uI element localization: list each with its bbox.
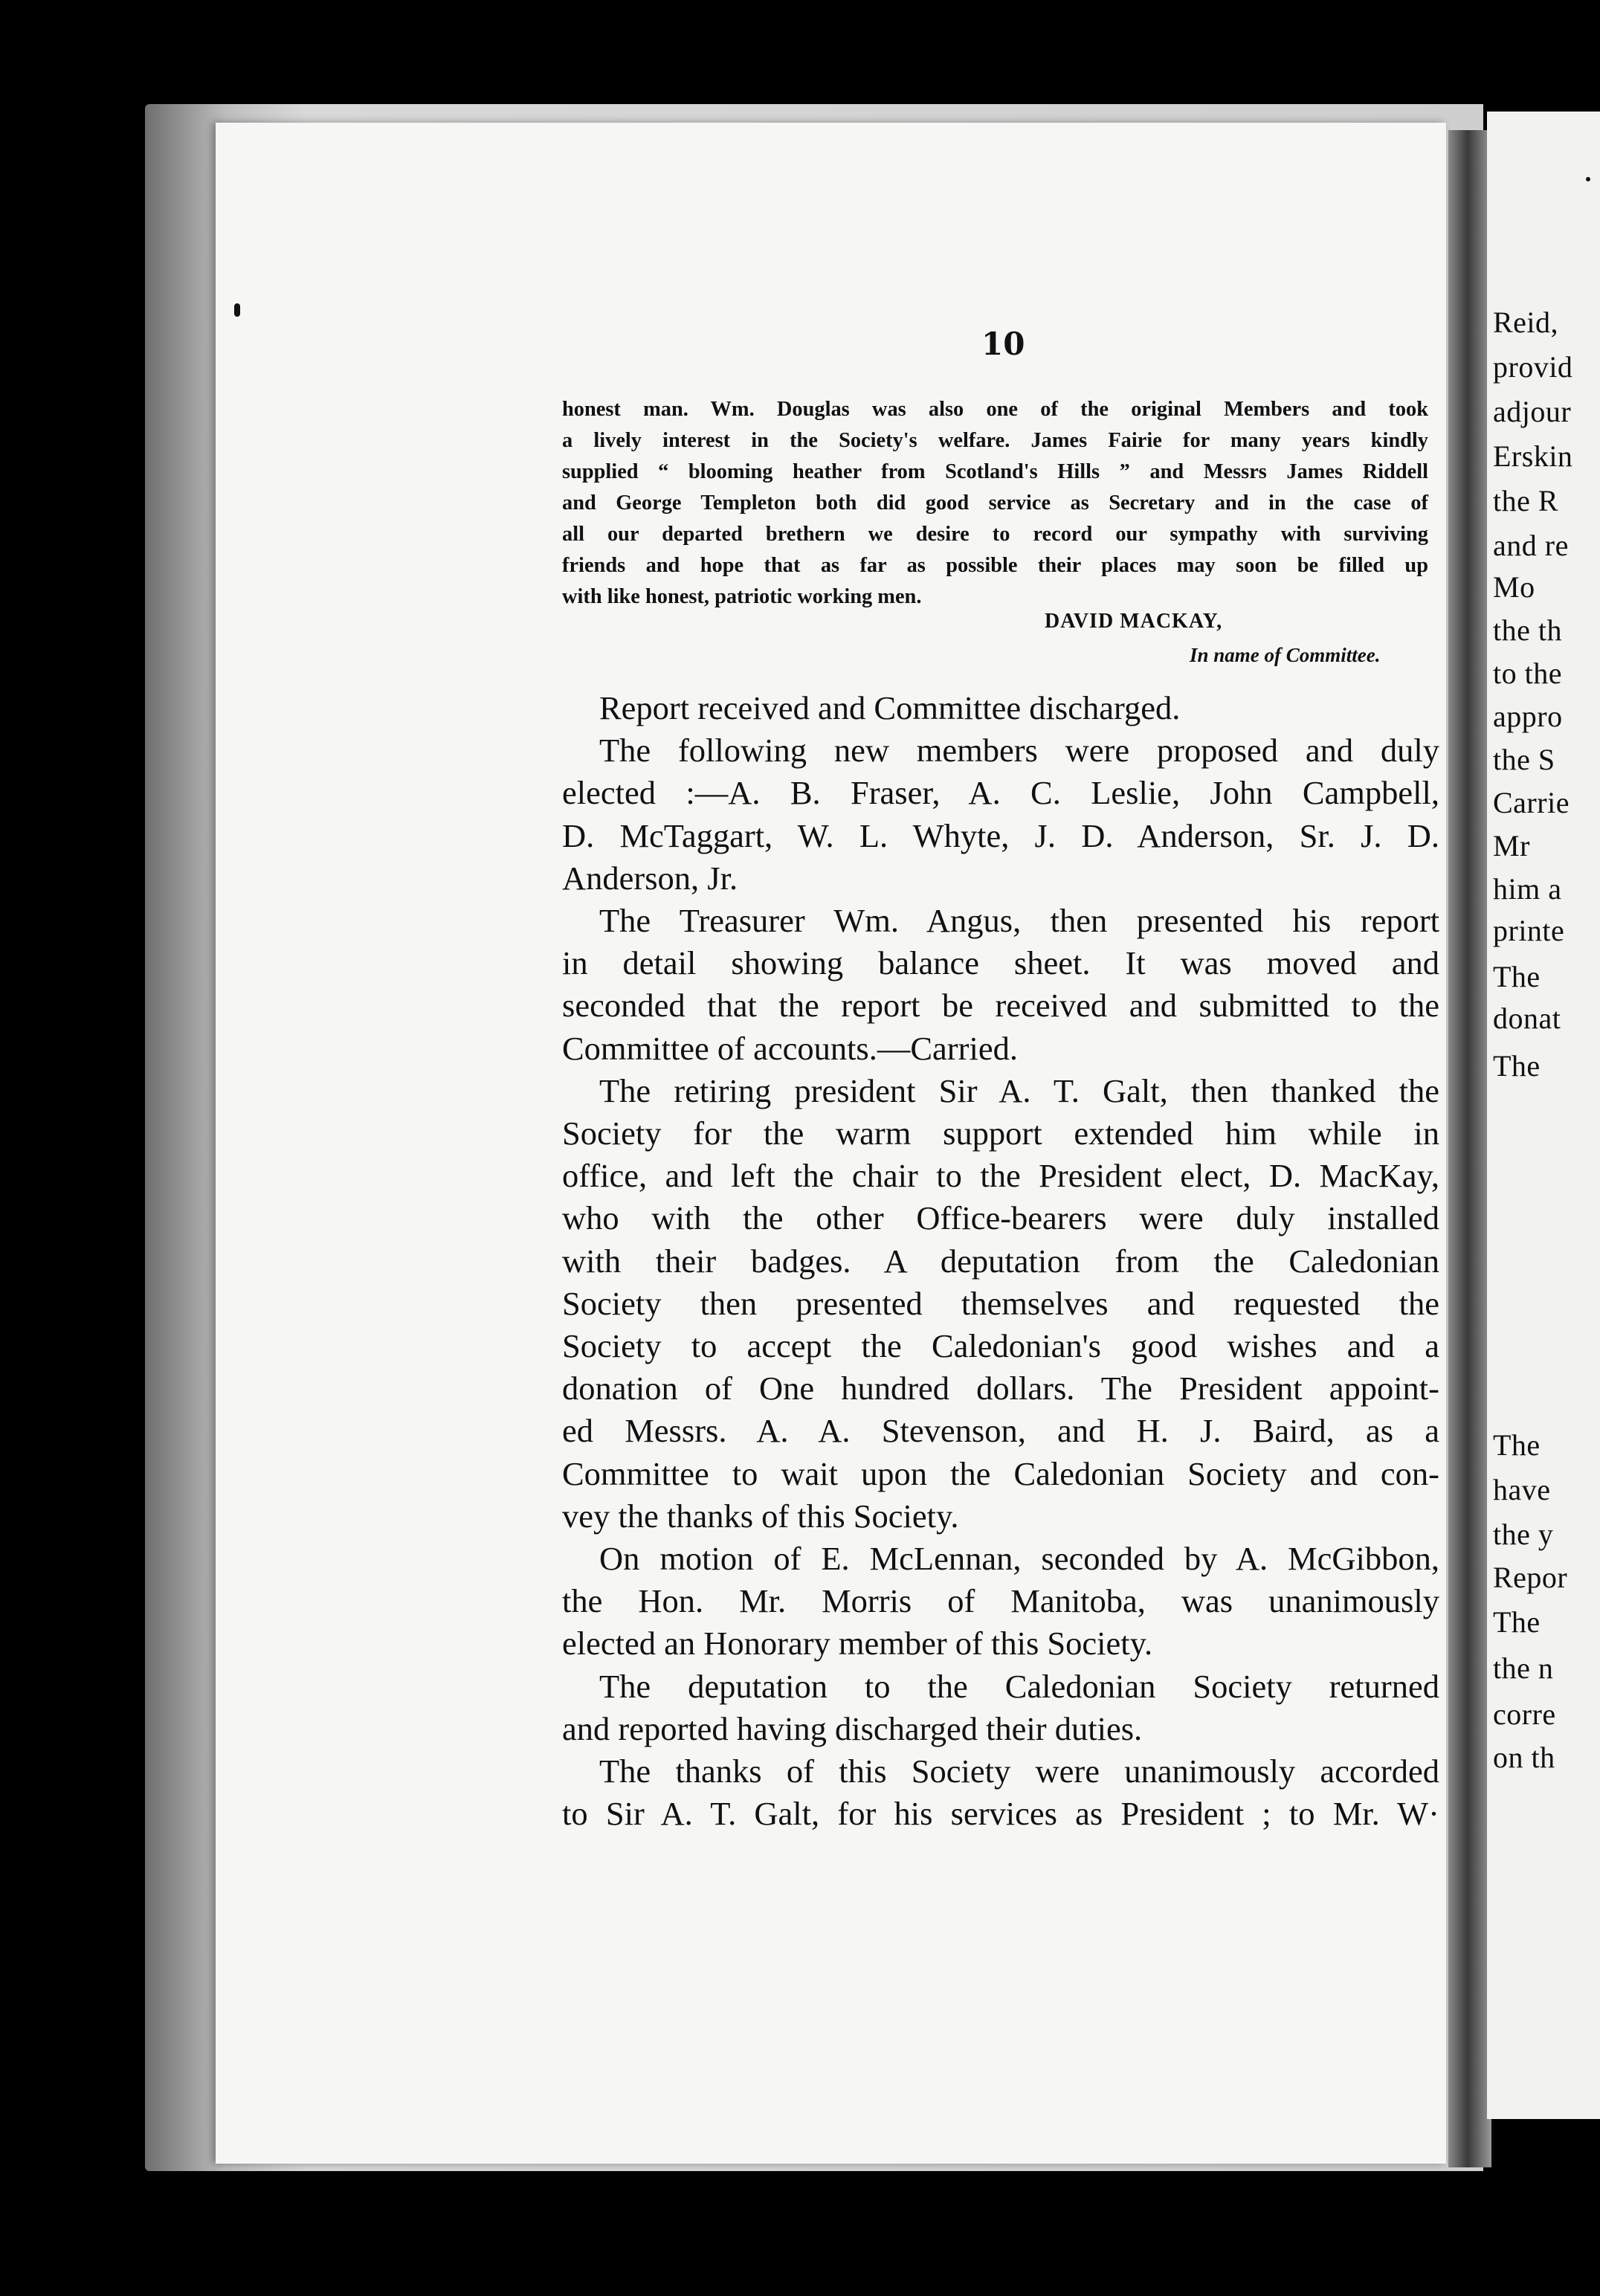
report-line: honest man. Wm. Douglas was also one of the original Members and took <box>562 398 1428 421</box>
facing-page-fragment: him a <box>1493 872 1562 906</box>
signature-role: In name of Committee. <box>1190 644 1381 666</box>
minutes-line: Committee of accounts.—Carried. <box>562 1029 1018 1067</box>
facing-page-fragment: Erskin <box>1493 439 1573 473</box>
facing-page-fragment: the th <box>1493 613 1562 647</box>
facing-page-fragment: donat <box>1493 1002 1561 1035</box>
minutes-line: On motion of E. McLennan, seconded by A. McGibbon, <box>599 1540 1439 1578</box>
report-line: and George Templeton both did good service as Secretary and in the case of <box>562 491 1428 515</box>
facing-page-fragment: provid <box>1493 350 1573 384</box>
minutes-line: The following new members were proposed and duly <box>599 732 1439 770</box>
facing-page-fragment: to the <box>1493 657 1562 690</box>
ink-dot <box>1586 177 1590 181</box>
minutes-line: to Sir A. T. Galt, for his services as President ; to Mr. W· <box>562 1795 1439 1833</box>
facing-page-fragment: The <box>1493 1605 1541 1639</box>
report-line: all our departed brethern we desire to record our sympathy with surviving <box>562 523 1428 546</box>
facing-page-fragment: The <box>1493 960 1541 993</box>
facing-page-fragment: corre <box>1493 1697 1556 1731</box>
facing-page-fragment: the n <box>1493 1651 1554 1685</box>
ink-mark <box>234 303 240 317</box>
minutes-line: Society to accept the Caledonian's good wishes and a <box>562 1327 1439 1365</box>
minutes-line: The retiring president Sir A. T. Galt, then thanked the <box>599 1071 1439 1109</box>
facing-page-fragment: printe <box>1493 914 1565 947</box>
facing-page-fragment: Carrie <box>1493 786 1570 819</box>
facing-page-fragment: adjour <box>1493 395 1572 428</box>
facing-page-fragment: Mo <box>1493 570 1535 604</box>
facing-page-fragment: on th <box>1493 1741 1555 1774</box>
book-gutter <box>1448 130 1491 2167</box>
minutes-line: The thanks of this Society were unanimously accorded <box>599 1752 1439 1790</box>
facing-page-fragment: and re <box>1493 529 1569 562</box>
minutes-line: D. McTaggart, W. L. Whyte, J. D. Anderson, Sr. J. D. <box>562 816 1439 854</box>
minutes-line: The Treasurer Wm. Angus, then presented his report <box>599 902 1439 940</box>
minutes-line: Society then presented themselves and requested the <box>562 1284 1439 1322</box>
facing-page-fragment: Reid, <box>1493 306 1559 339</box>
report-line: a lively interest in the Society's welfare. James Fairie for many years kindly <box>562 429 1428 452</box>
report-line: with like honest, patriotic working men. <box>562 585 922 608</box>
facing-page-fragment: The <box>1493 1428 1541 1462</box>
facing-page-fragment: have <box>1493 1473 1551 1506</box>
facing-page-fragment: Mr <box>1493 829 1530 862</box>
minutes-line: with their badges. A deputation from the Caledonian <box>562 1242 1439 1280</box>
facing-page-fragment: the y <box>1493 1518 1554 1551</box>
facing-page-fragment: the R <box>1493 484 1559 517</box>
minutes-line: Anderson, Jr. <box>562 859 738 897</box>
facing-page-fragment: the S <box>1493 743 1555 776</box>
minutes-line: elected an Honorary member of this Society. <box>562 1625 1153 1663</box>
minutes-line: The deputation to the Caledonian Society returned <box>599 1667 1439 1705</box>
minutes-text <box>562 687 1439 1835</box>
minutes-line: office, and left the chair to the President elect, D. MacKay, <box>562 1157 1439 1195</box>
facing-page-fragment: The <box>1493 1049 1541 1083</box>
committee-report-paragraph <box>562 394 1428 613</box>
minutes-line: vey the thanks of this Society. <box>562 1497 959 1535</box>
minutes-line: Committee to wait upon the Caledonian Society and con- <box>562 1454 1439 1492</box>
minutes-line: Society for the warm support extended him while in <box>562 1115 1439 1152</box>
minutes-line: ed Messrs. A. A. Stevenson, and H. J. Baird, as a <box>562 1412 1439 1450</box>
facing-page <box>1487 112 1600 2119</box>
report-line: friends and hope that as far as possible their places may soon be filled up <box>562 554 1428 577</box>
minutes-line: the Hon. Mr. Morris of Manitoba, was unanimously <box>562 1582 1439 1620</box>
minutes-line: and reported having discharged their duties. <box>562 1709 1143 1747</box>
facing-page-fragment: Repor <box>1493 1561 1568 1594</box>
report-line: supplied “ blooming heather from Scotland's Hills ” and Messrs James Riddell <box>562 460 1428 483</box>
minutes-line: seconded that the report be received and submitted to the <box>562 987 1439 1025</box>
minutes-line: elected :—A. B. Fraser, A. C. Leslie, John Campbell, <box>562 774 1439 812</box>
page-number: 10 <box>981 326 1025 362</box>
minutes-line: Report received and Committee discharged. <box>599 689 1181 726</box>
minutes-line: who with the other Office-bearers were duly installed <box>562 1199 1439 1237</box>
minutes-line: donation of One hundred dollars. The President appoint- <box>562 1370 1439 1407</box>
facing-page-fragment: appro <box>1493 700 1563 733</box>
minutes-line: in detail showing balance sheet. It was moved and <box>562 944 1439 982</box>
signature-name: DAVID MACKAY, <box>1045 610 1223 633</box>
